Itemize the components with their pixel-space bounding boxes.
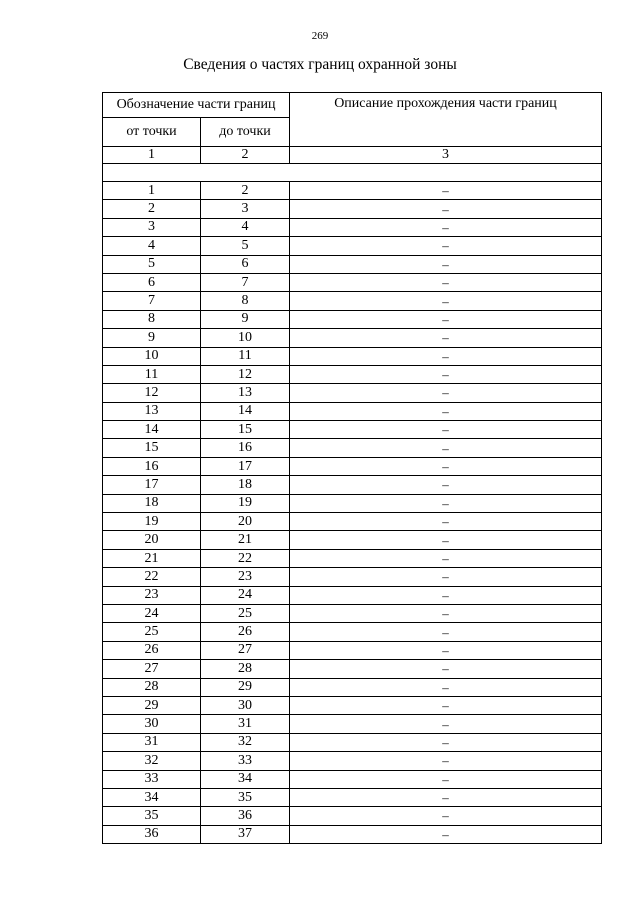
table-row (103, 733, 602, 751)
header-to-point: до точки (201, 118, 290, 147)
description-cell: – (290, 255, 602, 273)
from-point-cell: 33 (103, 770, 201, 788)
header-group: Обозначение части границ (103, 93, 290, 118)
column-number: 3 (290, 147, 602, 164)
table-row (103, 218, 602, 236)
from-point-cell: 3 (103, 218, 201, 236)
from-point-cell: 14 (103, 421, 201, 439)
table-row (103, 237, 602, 255)
description-cell: – (290, 752, 602, 770)
to-point-cell: 3 (201, 200, 290, 218)
to-point-cell: 12 (201, 365, 290, 383)
description-cell: – (290, 273, 602, 291)
table-row (103, 402, 602, 420)
boundary-table (102, 92, 602, 844)
page-title: Сведения о частях границ охранной зоны (183, 56, 457, 73)
from-point-cell: 8 (103, 310, 201, 328)
description-cell: – (290, 384, 602, 402)
table-row (103, 439, 602, 457)
from-point-cell: 31 (103, 733, 201, 751)
to-point-cell: 21 (201, 531, 290, 549)
table-row (103, 660, 602, 678)
to-point-cell: 30 (201, 696, 290, 714)
description-cell: – (290, 457, 602, 475)
description-cell: – (290, 310, 602, 328)
table-row (103, 421, 602, 439)
to-point-cell: 34 (201, 770, 290, 788)
description-cell: – (290, 549, 602, 567)
table-row (103, 604, 602, 622)
description-cell: – (290, 182, 602, 200)
from-point-cell: 35 (103, 807, 201, 825)
header-description: Описание прохождения части границ (290, 93, 602, 147)
table-row (103, 641, 602, 659)
description-cell: – (290, 715, 602, 733)
table-row (103, 549, 602, 567)
description-cell: – (290, 641, 602, 659)
table-row (103, 568, 602, 586)
description-cell: – (290, 292, 602, 310)
from-point-cell: 29 (103, 696, 201, 714)
table-row (103, 329, 602, 347)
table-row (103, 807, 602, 825)
to-point-cell: 25 (201, 604, 290, 622)
table-row (103, 494, 602, 512)
to-point-cell: 19 (201, 494, 290, 512)
from-point-cell: 18 (103, 494, 201, 512)
from-point-cell: 15 (103, 439, 201, 457)
to-point-cell: 10 (201, 329, 290, 347)
to-point-cell: 18 (201, 476, 290, 494)
column-number: 2 (201, 147, 290, 164)
table-row (103, 310, 602, 328)
table-row (103, 182, 602, 200)
table-row (103, 678, 602, 696)
to-point-cell: 2 (201, 182, 290, 200)
column-number: 1 (103, 147, 201, 164)
to-point-cell: 27 (201, 641, 290, 659)
description-cell: – (290, 237, 602, 255)
from-point-cell: 36 (103, 825, 201, 843)
description-cell: – (290, 531, 602, 549)
from-point-cell: 22 (103, 568, 201, 586)
to-point-cell: 22 (201, 549, 290, 567)
description-cell: – (290, 347, 602, 365)
to-point-cell: 28 (201, 660, 290, 678)
table-row (103, 623, 602, 641)
table-row (103, 770, 602, 788)
from-point-cell: 13 (103, 402, 201, 420)
to-point-cell: 17 (201, 457, 290, 475)
from-point-cell: 4 (103, 237, 201, 255)
description-cell: – (290, 421, 602, 439)
table-row (103, 752, 602, 770)
to-point-cell: 15 (201, 421, 290, 439)
table-row (103, 273, 602, 291)
header-from-point: от точки (103, 118, 201, 147)
from-point-cell: 19 (103, 513, 201, 531)
to-point-cell: 35 (201, 788, 290, 806)
table-row (103, 384, 602, 402)
from-point-cell: 12 (103, 384, 201, 402)
from-point-cell: 25 (103, 623, 201, 641)
table-row (103, 696, 602, 714)
to-point-cell: 20 (201, 513, 290, 531)
from-point-cell: 6 (103, 273, 201, 291)
column-numbers-row (103, 147, 602, 164)
to-point-cell: 9 (201, 310, 290, 328)
separator-row (103, 164, 602, 182)
table-row (103, 513, 602, 531)
from-point-cell: 17 (103, 476, 201, 494)
description-cell: – (290, 513, 602, 531)
to-point-cell: 32 (201, 733, 290, 751)
to-point-cell: 14 (201, 402, 290, 420)
from-point-cell: 28 (103, 678, 201, 696)
description-cell: – (290, 586, 602, 604)
description-cell: – (290, 568, 602, 586)
description-cell: – (290, 439, 602, 457)
from-point-cell: 2 (103, 200, 201, 218)
table-row (103, 476, 602, 494)
page-number: 269 (311, 30, 329, 42)
description-cell: – (290, 733, 602, 751)
from-point-cell: 10 (103, 347, 201, 365)
from-point-cell: 21 (103, 549, 201, 567)
description-cell: – (290, 329, 602, 347)
description-cell: – (290, 365, 602, 383)
from-point-cell: 1 (103, 182, 201, 200)
from-point-cell: 16 (103, 457, 201, 475)
to-point-cell: 24 (201, 586, 290, 604)
from-point-cell: 7 (103, 292, 201, 310)
from-point-cell: 9 (103, 329, 201, 347)
to-point-cell: 31 (201, 715, 290, 733)
to-point-cell: 36 (201, 807, 290, 825)
table-row (103, 365, 602, 383)
separator-cell (103, 164, 602, 182)
description-cell: – (290, 200, 602, 218)
description-cell: – (290, 623, 602, 641)
table-row (103, 255, 602, 273)
from-point-cell: 24 (103, 604, 201, 622)
description-cell: – (290, 604, 602, 622)
description-cell: – (290, 402, 602, 420)
description-cell: – (290, 218, 602, 236)
description-cell: – (290, 770, 602, 788)
to-point-cell: 5 (201, 237, 290, 255)
table-row (103, 825, 602, 843)
to-point-cell: 37 (201, 825, 290, 843)
description-cell: – (290, 807, 602, 825)
to-point-cell: 7 (201, 273, 290, 291)
table-row (103, 347, 602, 365)
table-row (103, 715, 602, 733)
from-point-cell: 5 (103, 255, 201, 273)
table-row (103, 457, 602, 475)
description-cell: – (290, 476, 602, 494)
description-cell: – (290, 696, 602, 714)
from-point-cell: 30 (103, 715, 201, 733)
from-point-cell: 20 (103, 531, 201, 549)
to-point-cell: 4 (201, 218, 290, 236)
table-row (103, 292, 602, 310)
to-point-cell: 33 (201, 752, 290, 770)
description-cell: – (290, 494, 602, 512)
from-point-cell: 23 (103, 586, 201, 604)
description-cell: – (290, 678, 602, 696)
description-cell: – (290, 788, 602, 806)
table-row (103, 200, 602, 218)
table-row (103, 788, 602, 806)
from-point-cell: 26 (103, 641, 201, 659)
to-point-cell: 6 (201, 255, 290, 273)
to-point-cell: 16 (201, 439, 290, 457)
to-point-cell: 29 (201, 678, 290, 696)
from-point-cell: 34 (103, 788, 201, 806)
table-row (103, 586, 602, 604)
to-point-cell: 11 (201, 347, 290, 365)
description-cell: – (290, 825, 602, 843)
to-point-cell: 8 (201, 292, 290, 310)
to-point-cell: 23 (201, 568, 290, 586)
description-cell: – (290, 660, 602, 678)
from-point-cell: 32 (103, 752, 201, 770)
from-point-cell: 27 (103, 660, 201, 678)
to-point-cell: 13 (201, 384, 290, 402)
to-point-cell: 26 (201, 623, 290, 641)
header-row-1 (103, 93, 602, 118)
from-point-cell: 11 (103, 365, 201, 383)
table-row (103, 531, 602, 549)
